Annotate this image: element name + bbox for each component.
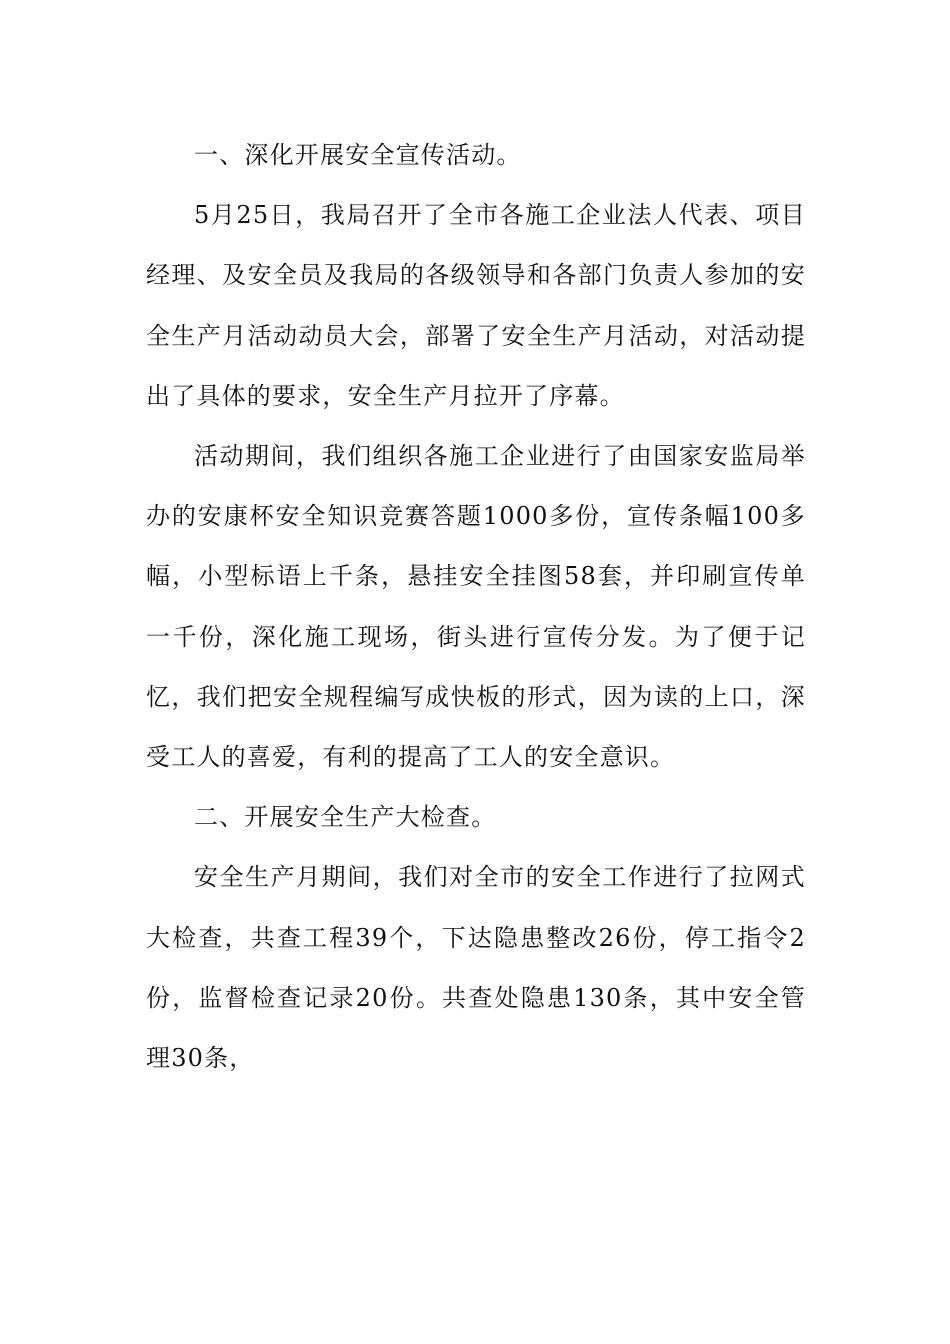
heading-section-1: 一、深化开展安全宣传活动。 bbox=[194, 141, 522, 169]
document-body bbox=[146, 125, 806, 1088]
heading-section-2: 二、开展安全生产大检查。 bbox=[194, 803, 497, 832]
paragraph-publicity-activities: 活动期间，我们组织各施工企业进行了由国家安监局举办的安康杯安全知识竞赛答题1000多份，宣传条幅100多幅，小型标语上千条，悬挂安全挂图58套，并印刷宣传单一千份，深化施工现场，街头进行宣传分发。为了便于记忆，我们把安全规程编写成快板的形式，因为读的上口，深受工人的喜爱，有利的提高了工人的安全意识。 bbox=[146, 442, 806, 772]
paragraph-mobilization-meeting: 5月25日，我局召开了全市各施工企业法人代表、项目经理、及安全员及我局的各级领导和各部门负责人参加的安全生产月活动动员大会，部署了安全生产月活动，对活动提出了具体的要求，安全生产月拉开了序幕。 bbox=[146, 201, 806, 410]
paragraph-safety-inspection: 安全生产月期间，我们对全市的安全工作进行了拉网式大检查，共查工程39个，下达隐患整改26份，停工指令2份，监督检查记录20份。共查处隐患130条，其中安全管理30条， bbox=[146, 863, 806, 1073]
